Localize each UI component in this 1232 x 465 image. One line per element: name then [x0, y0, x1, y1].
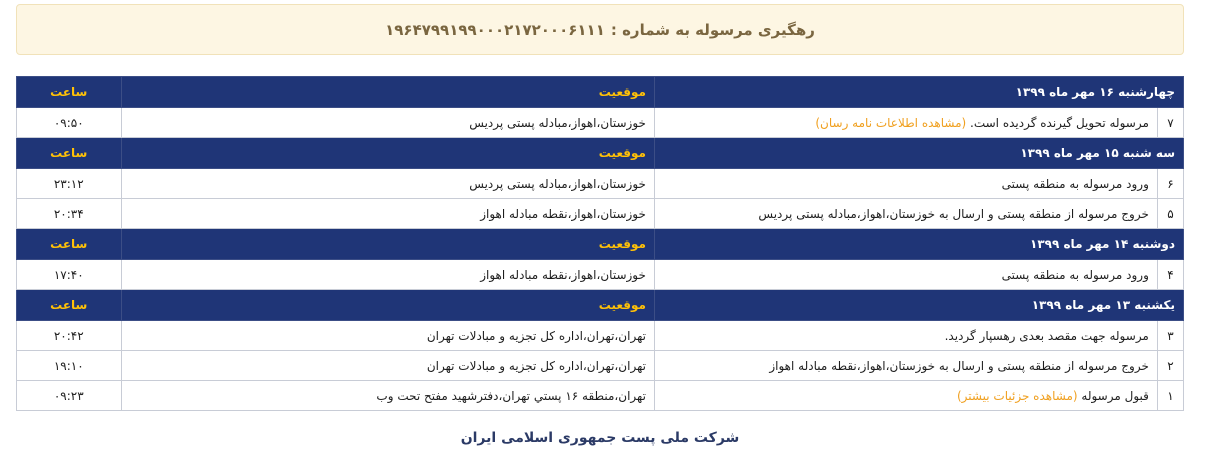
event-cell — [654, 351, 1157, 381]
date-header-row — [17, 77, 1184, 108]
time-cell: ۲۰:۴۲ — [17, 321, 122, 351]
row-number: ۲ — [1157, 351, 1183, 381]
footer-company-name: شرکت ملی پست جمهوری اسلامی ایران — [460, 430, 740, 446]
location-cell: خوزستان،اهواز،نقطه مبادله اهواز — [121, 260, 654, 290]
time-cell: ۲۰:۳۴ — [17, 199, 122, 229]
table-row — [17, 199, 1184, 229]
event-cell — [654, 260, 1157, 290]
table-row — [17, 108, 1184, 138]
table-row — [17, 260, 1184, 290]
date-header-row — [17, 138, 1184, 169]
event-text: خروج مرسوله از منطقه پستی و ارسال به خوزستان،اهواز،نقطه مبادله اهواز — [769, 358, 1149, 373]
time-cell: ۰۹:۲۳ — [17, 381, 122, 411]
location-cell: خوزستان،اهواز،مبادله پستی پردیس — [121, 108, 654, 138]
date-header-row — [17, 229, 1184, 260]
time-cell: ۱۷:۴۰ — [17, 260, 122, 290]
event-cell — [654, 169, 1157, 199]
time-column-header: ساعت — [17, 138, 122, 169]
row-number: ۵ — [1157, 199, 1183, 229]
row-number: ۳ — [1157, 321, 1183, 351]
row-number: ۴ — [1157, 260, 1183, 290]
row-number: ۷ — [1157, 108, 1183, 138]
event-text: خروج مرسوله از منطقه پستی و ارسال به خوزستان،اهواز،مبادله پستی پردیس — [758, 206, 1149, 221]
location-column-header: موقعیت — [121, 290, 654, 321]
table-row — [17, 169, 1184, 199]
location-column-header: موقعیت — [121, 77, 654, 108]
details-link[interactable]: (مشاهده اطلاعات نامه رسان) — [815, 115, 967, 130]
event-text: قبول مرسوله — [1081, 388, 1149, 403]
location-cell: خوزستان،اهواز،نقطه مبادله اهواز — [121, 199, 654, 229]
time-cell: ۱۹:۱۰ — [17, 351, 122, 381]
location-cell: تهران،تهران،اداره کل تجزیه و مبادلات تهران — [121, 321, 654, 351]
event-text: ورود مرسوله به منطقه پستی — [1001, 267, 1149, 282]
banner-title: رهگیری مرسوله به شماره : — [610, 20, 815, 39]
time-cell: ۲۳:۱۲ — [17, 169, 122, 199]
event-text: مرسوله تحویل گیرنده گردیده است. — [970, 115, 1149, 130]
tracking-banner — [16, 4, 1184, 55]
time-column-header: ساعت — [17, 229, 122, 260]
tracking-number: ۱۹۶۴۷۹۹۱۹۹۰۰۰۲۱۷۲۰۰۰۶۱۱۱ — [385, 20, 605, 39]
time-column-header: ساعت — [17, 77, 122, 108]
date-header: سه شنبه ۱۵ مهر ماه ۱۳۹۹ — [654, 138, 1183, 169]
table-row — [17, 321, 1184, 351]
time-column-header: ساعت — [17, 290, 122, 321]
location-cell: خوزستان،اهواز،مبادله پستی پردیس — [121, 169, 654, 199]
location-cell: تهران،تهران،اداره کل تجزیه و مبادلات تهران — [121, 351, 654, 381]
table-row — [17, 351, 1184, 381]
details-link[interactable]: (مشاهده جزئیات بیشتر) — [957, 388, 1078, 403]
date-header-row — [17, 290, 1184, 321]
event-text: مرسوله جهت مقصد بعدی رهسپار گردید. — [944, 328, 1149, 343]
event-text: ورود مرسوله به منطقه پستی — [1001, 176, 1149, 191]
time-cell: ۰۹:۵۰ — [17, 108, 122, 138]
row-number: ۱ — [1157, 381, 1183, 411]
date-header: یکشنبه ۱۳ مهر ماه ۱۳۹۹ — [654, 290, 1183, 321]
location-column-header: موقعیت — [121, 229, 654, 260]
event-cell — [654, 199, 1157, 229]
event-cell — [654, 108, 1157, 138]
location-column-header: موقعیت — [121, 138, 654, 169]
date-header: چهارشنبه ۱۶ مهر ماه ۱۳۹۹ — [654, 77, 1183, 108]
row-number: ۶ — [1157, 169, 1183, 199]
location-cell: تهران،منطقه ۱۶ پستي تهران،دفترشهيد مفتح تحت وب — [121, 381, 654, 411]
event-cell — [654, 321, 1157, 351]
tracking-table — [16, 76, 1184, 411]
date-header: دوشنبه ۱۴ مهر ماه ۱۳۹۹ — [654, 229, 1183, 260]
event-cell — [654, 381, 1157, 411]
table-row — [17, 381, 1184, 411]
